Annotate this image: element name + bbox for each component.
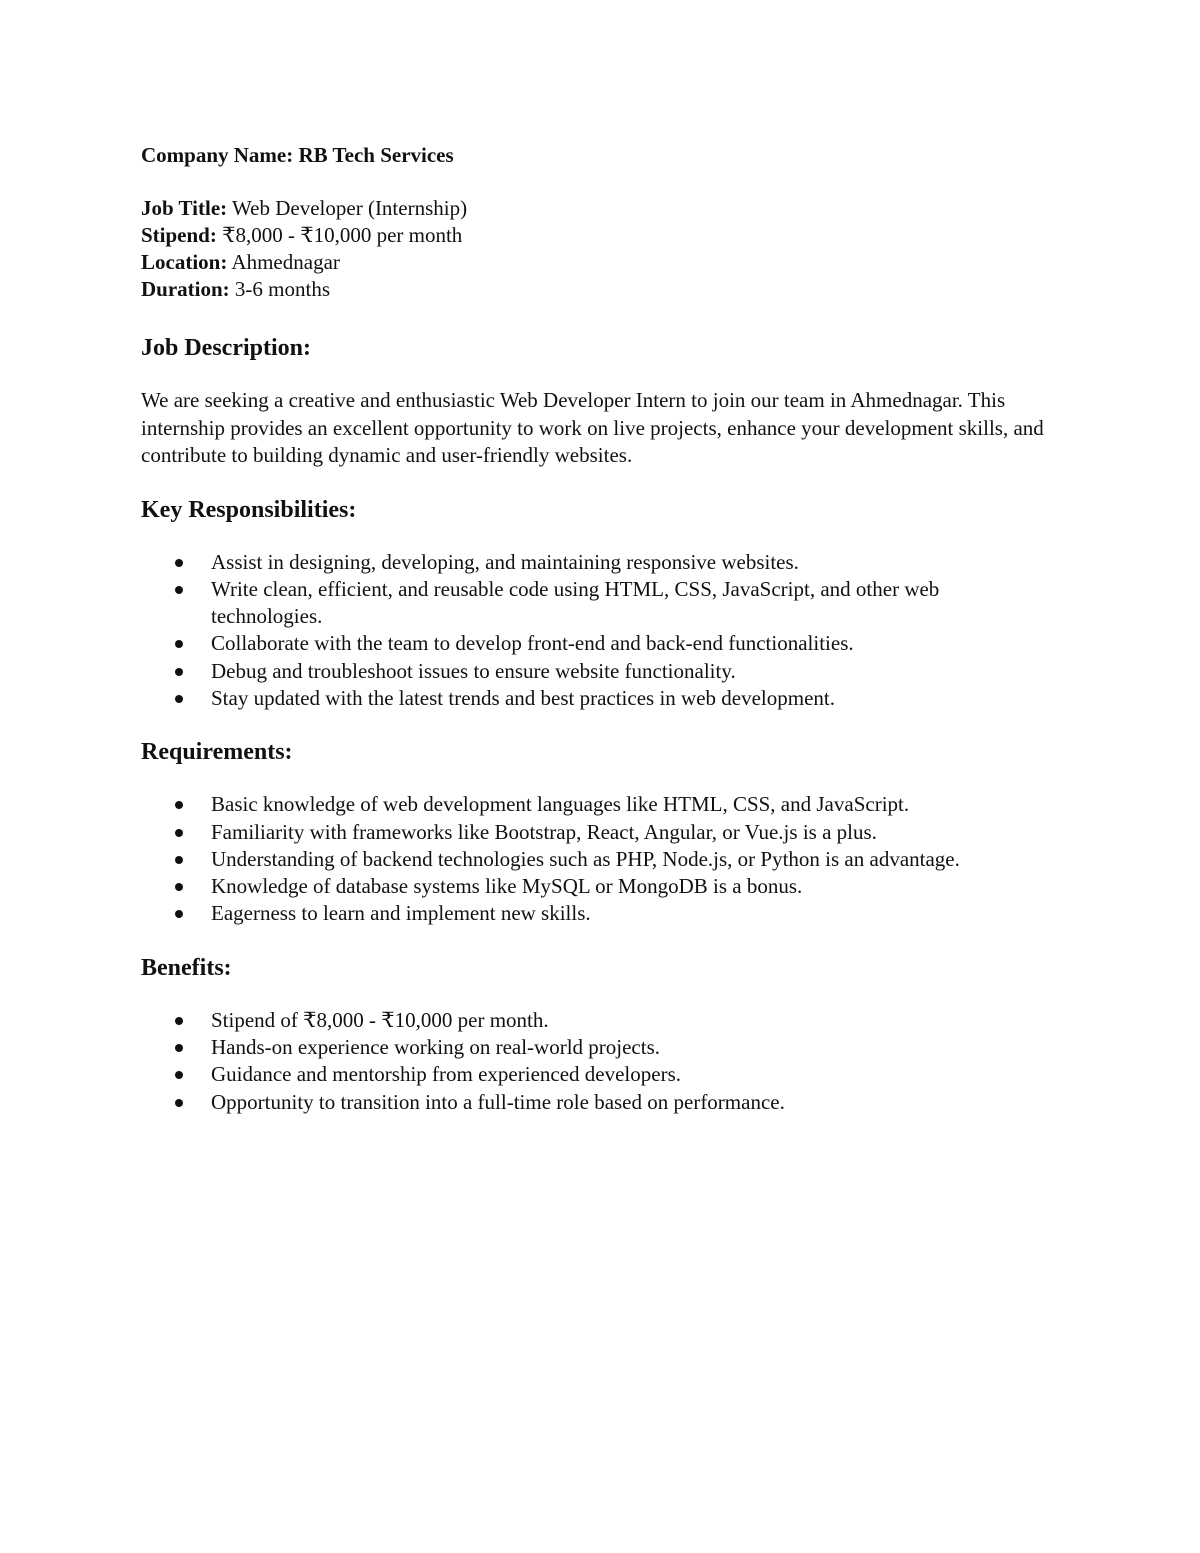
duration-label: Duration:	[141, 277, 230, 301]
responsibilities-heading: Key Responsibilities:	[141, 496, 357, 523]
bullet-icon	[175, 668, 183, 676]
list-item-text: Basic knowledge of web development languages like HTML, CSS, and JavaScript.	[211, 792, 910, 817]
company-name-value: RB Tech Services	[298, 143, 454, 167]
list-item	[141, 1089, 1041, 1116]
bullet-icon	[175, 910, 183, 918]
list-item-text: Understanding of backend technologies such as PHP, Node.js, or Python is an advantage.	[211, 846, 960, 871]
benefits-list	[141, 1007, 1071, 1116]
list-item-text: Write clean, efficient, and reusable code using HTML, CSS, JavaScript, and other web technologies.	[211, 576, 940, 629]
list-item	[141, 1007, 1041, 1034]
list-item-text: Familiarity with frameworks like Bootstrap, React, Angular, or Vue.js is a plus.	[211, 819, 877, 844]
list-item-text: Hands-on experience working on real-world projects.	[211, 1035, 661, 1060]
requirements-list	[141, 791, 1071, 927]
company-name-label: Company Name:	[141, 143, 294, 167]
bullet-icon	[175, 695, 183, 703]
job-description-text: We are seeking a creative and enthusiastic Web Developer Intern to join our team in Ahmednagar. This internship provides an excellent opportunity to work on live projects, enhance your development skills, and contribute to building dynamic and user-friendly websites.	[141, 388, 1044, 467]
list-item	[141, 1061, 1041, 1088]
list-item	[141, 630, 1041, 657]
bullet-icon	[175, 829, 183, 837]
duration-value: 3-6 months	[234, 277, 331, 301]
document-page	[141, 141, 1071, 1116]
bullet-icon	[175, 1099, 183, 1107]
responsibilities-list	[141, 549, 1071, 713]
bullet-icon	[175, 801, 183, 809]
list-item-text: Knowledge of database systems like MySQL or MongoDB is a bonus.	[211, 874, 803, 899]
stipend-label: Stipend:	[141, 223, 217, 247]
bullet-icon	[175, 856, 183, 864]
list-item-text: Eagerness to learn and implement new skills.	[211, 901, 591, 926]
list-item	[141, 791, 1041, 818]
list-item-text: Stay updated with the latest trends and best practices in web development.	[211, 685, 835, 710]
location-value: Ahmednagar	[231, 250, 340, 274]
list-item	[141, 873, 1041, 900]
job-description-heading: Job Description:	[141, 335, 311, 361]
bullet-icon	[175, 1071, 183, 1079]
list-item-text: Debug and troubleshoot issues to ensure website functionality.	[211, 658, 736, 683]
bullet-icon	[175, 640, 183, 648]
list-item-text: Collaborate with the team to develop front-end and back-end functionalities.	[211, 631, 854, 656]
list-item	[141, 549, 1041, 576]
bullet-icon	[175, 586, 183, 594]
list-item-text: Stipend of ₹8,000 - ₹10,000 per month.	[211, 1007, 549, 1032]
company-name-line	[141, 141, 1071, 169]
job-title-value: Web Developer (Internship)	[232, 196, 468, 220]
list-item	[141, 819, 1041, 846]
list-item	[141, 846, 1041, 873]
stipend-value: ₹8,000 - ₹10,000 per month	[222, 223, 463, 247]
location-label: Location:	[141, 250, 228, 274]
requirements-heading: Requirements:	[141, 739, 293, 766]
list-item	[141, 658, 1041, 685]
benefits-heading: Benefits:	[141, 954, 232, 981]
bullet-icon	[175, 559, 183, 567]
bullet-icon	[175, 1044, 183, 1052]
job-title-line	[141, 195, 1071, 222]
job-title-label: Job Title:	[141, 196, 228, 220]
list-item-text: Opportunity to transition into a full-time role based on performance.	[211, 1089, 785, 1114]
location-line	[141, 249, 1071, 276]
list-item	[141, 900, 1041, 927]
list-item-text: Guidance and mentorship from experienced developers.	[211, 1062, 681, 1087]
bullet-icon	[175, 883, 183, 891]
list-item	[141, 685, 1041, 712]
duration-line	[141, 276, 1071, 303]
list-item	[141, 576, 1041, 631]
stipend-line	[141, 222, 1071, 249]
bullet-icon	[175, 1017, 183, 1025]
list-item	[141, 1034, 1041, 1061]
list-item-text: Assist in designing, developing, and maintaining responsive websites.	[211, 549, 799, 574]
